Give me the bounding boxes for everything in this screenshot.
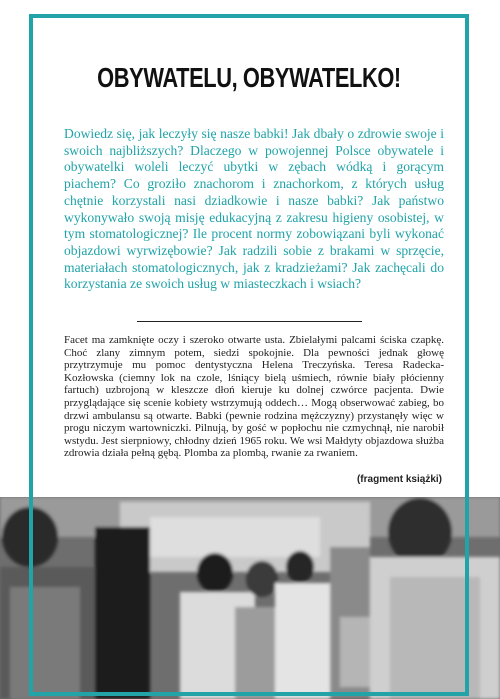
page-title: OBYWATELU, OBYWATELKO! <box>97 62 401 93</box>
book-excerpt: Facet ma zamknięte oczy i szeroko otwarte usta. Zbielałymi palcami ściska czapkę. Choć zlany zimnym potem, siedzi spokojnie. Dla pewności jednak głowę przytrzymuje mu pomoc dentystyczna Helena Treczyńska. Teresa Radecka-Kozłowska (ciemny lok na czole, lśniący bielą uśmiech, równie biały płócienny fartuch) uzbrojoną w kleszcze dłoń kieruje ku dolnej czwórce pacjenta. Dwie przyglądające się scenie kobiety wstrzymują oddech… Mogą obserwować zabieg, bo drzwi ambulansu są otwarte. Babki (pewnie rodzina mężczyzny) przystanęły więc w progu niczym wartowniczki. Pilnują, by gość w popłochu nie czmychnął, nie narobił wstydu. Jest sierpniowy, chłodny dzień 1965 roku. We wsi Małdyty objazdowa służba zdrowia działa pełną gębą. Plomba za plombą, rwanie za rwaniem. <box>64 334 444 460</box>
lead-paragraph: Dowiedz się, jak leczyły się nasze babki! Jak dbały o zdrowie swoje i swoich najbliższych? Dlaczego w powojennej Polsce obywatele i obywatelki woleli leczyć ubytki w zębach wódką i gorącym piachem? Co groziło znachorom i znachorkom, z których usług chętnie korzystali nasi dziadkowie i nasze babki? Jak państwo wykonywało swoją misję edukacyjną z zakresu higieny osobistej, w tym stomatologicznej? Ile procent normy zobowiązani byli wykonać objazdowi wyrwizębowie? Jak radzili sobie z brakami w sprzęcie, materiałach stomatologicznych, jak z kradzieżami? Jak zachęcali do korzystania ze swoich usług w miasteczkach i wsiach? <box>64 126 444 292</box>
divider-rule <box>137 321 362 322</box>
fragment-label: (fragment książki) <box>356 474 442 485</box>
